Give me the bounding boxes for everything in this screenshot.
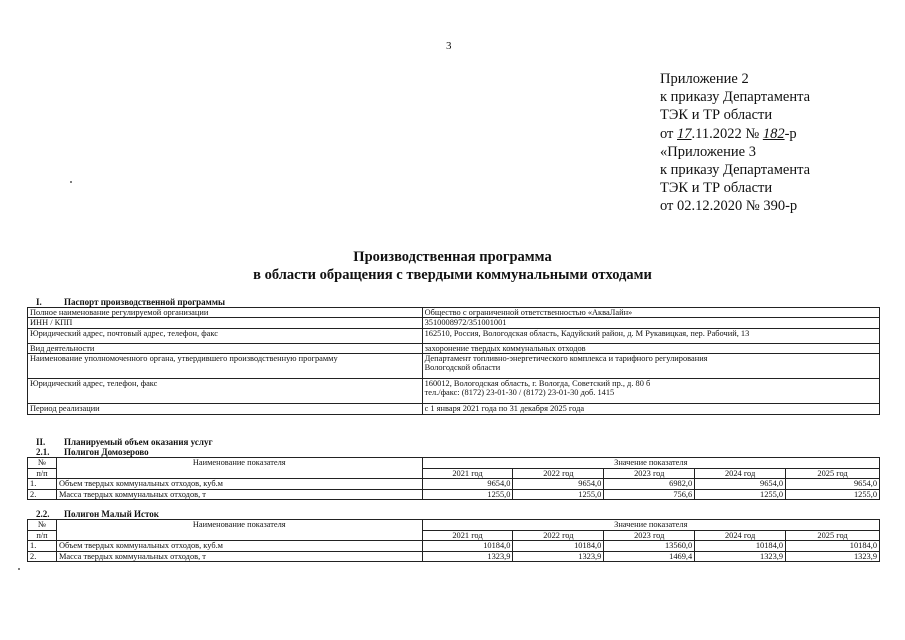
- row-number: 1.: [28, 479, 57, 490]
- passport-value: Общество с ограниченной ответственностью «АкваЛайн»: [422, 308, 879, 318]
- passport-value-line: тел./факс: (8172) 23-01-30 / (8172) 23-01-30 доб. 1415: [424, 388, 615, 398]
- table-row: [28, 489, 880, 500]
- polygon-1-heading: [36, 447, 149, 457]
- cell-value: 1255,0: [513, 489, 604, 500]
- table-row: [28, 404, 880, 414]
- year-header: 2022 год: [513, 468, 604, 479]
- appendix-date-prefix: от: [660, 125, 674, 142]
- cell-value: 9654,0: [513, 479, 604, 490]
- year-header: 2024 год: [695, 468, 786, 479]
- cell-value: 13560,0: [604, 541, 695, 552]
- polygon-2-heading: [36, 509, 159, 519]
- table-row: [28, 541, 880, 552]
- table-row: [28, 354, 880, 379]
- appendix-line: к приказу Департамента: [660, 89, 811, 106]
- row-number: 2.: [28, 551, 57, 562]
- cell-value: 9654,0: [786, 479, 880, 490]
- cell-value: 1255,0: [422, 489, 513, 500]
- cell-value: 6982,0: [604, 479, 695, 490]
- passport-value-multiline: [422, 354, 879, 379]
- col-name-header: Наименование показателя: [56, 520, 422, 541]
- volume-table-polygon-1: [27, 457, 880, 500]
- passport-label: Период реализации: [28, 404, 423, 414]
- cell-value: 1323,9: [422, 551, 513, 562]
- year-header: 2021 год: [422, 530, 513, 541]
- table-row: [28, 308, 880, 318]
- row-name: Объем твердых коммунальных отходов, куб.м: [56, 541, 422, 552]
- col-value-header: Значение показателя: [422, 520, 879, 531]
- year-header: 2021 год: [422, 468, 513, 479]
- cell-value: 756,6: [604, 489, 695, 500]
- section-2-heading: [36, 437, 213, 447]
- passport-value-multiline: [422, 379, 879, 404]
- cell-value: 1255,0: [695, 489, 786, 500]
- row-name: Масса твердых коммунальных отходов, т: [56, 489, 422, 500]
- document-title: [0, 248, 905, 284]
- passport-value: 162510, Россия, Вологодская область, Кадуйский район, д. М Рукавицкая, пер. Рабочий, 13: [422, 328, 879, 343]
- row-name: Масса твердых коммунальных отходов, т: [56, 551, 422, 562]
- appendix-date-line: [660, 125, 810, 143]
- cell-value: 10184,0: [786, 541, 880, 552]
- title-line-1: Производственная программа: [353, 249, 552, 265]
- title-line-2: в области обращения с твердыми коммунальными отходами: [253, 267, 652, 283]
- year-header: 2025 год: [786, 530, 880, 541]
- section-1-title: Паспорт производственной программы: [64, 297, 225, 307]
- table-row: [28, 318, 880, 328]
- scan-speck: [18, 568, 20, 570]
- passport-value: захоронение твердых коммунальных отходов: [422, 343, 879, 353]
- passport-value: 3510008972/351001001: [422, 318, 879, 328]
- passport-value: с 1 января 2021 года по 31 декабря 2025 года: [422, 404, 879, 414]
- appendix-date-suffix: -р: [784, 125, 797, 142]
- row-name: Объем твердых коммунальных отходов, куб.м: [56, 479, 422, 490]
- cell-value: 1323,9: [513, 551, 604, 562]
- appendix-line: «Приложение 3: [660, 143, 756, 160]
- appendix-date-mid: .11.2022 №: [691, 125, 760, 142]
- year-header: 2023 год: [604, 530, 695, 541]
- appendix-line: к приказу Департамента: [660, 162, 811, 179]
- passport-label: Юридический адрес, почтовый адрес, телефон, факс: [28, 328, 423, 343]
- polygon-2-number: 2.2.: [36, 509, 50, 519]
- cell-value: 1323,9: [786, 551, 880, 562]
- table-row: [28, 379, 880, 404]
- passport-value-line: 160012, Вологодская область, г. Вологда, Советский пр., д. 80 б: [424, 379, 651, 389]
- year-header: 2023 год: [604, 468, 695, 479]
- section-2-title: Планируемый объем оказания услуг: [64, 437, 213, 447]
- col-num-header: №: [28, 458, 57, 469]
- section-1-heading: [36, 297, 225, 307]
- passport-label: Вид деятельности: [28, 343, 423, 353]
- passport-label: Юридический адрес, телефон, факс: [28, 379, 423, 404]
- col-value-header: Значение показателя: [422, 458, 879, 469]
- appendix-line: от 02.12.2020 № 390-р: [660, 198, 798, 215]
- year-header: 2022 год: [513, 530, 604, 541]
- cell-value: 9654,0: [422, 479, 513, 490]
- polygon-1-number: 2.1.: [36, 447, 50, 457]
- col-num-header-2: п/п: [28, 468, 57, 479]
- cell-value: 1323,9: [695, 551, 786, 562]
- passport-label: Наименование уполномоченного органа, утвердившего производственную программу: [28, 354, 423, 379]
- row-number: 2.: [28, 489, 57, 500]
- passport-label: Полное наименование регулируемой организации: [28, 308, 423, 318]
- section-1-number: I.: [36, 297, 42, 307]
- table-header-row: [28, 458, 880, 469]
- passport-label: ИНН / КПП: [28, 318, 423, 328]
- table-row: [28, 551, 880, 562]
- appendix-block: [660, 70, 810, 216]
- col-num-header-2: п/п: [28, 530, 57, 541]
- passport-value-line: Департамент топливно-энергетического комплекса и тарифного регулирования: [424, 354, 708, 364]
- table-row: [28, 479, 880, 490]
- passport-table: [27, 307, 880, 415]
- cell-value: 9654,0: [695, 479, 786, 490]
- cell-value: 10184,0: [422, 541, 513, 552]
- year-header: 2024 год: [695, 530, 786, 541]
- cell-value: 1255,0: [786, 489, 880, 500]
- appendix-line: ТЭК и ТР области: [660, 107, 773, 124]
- passport-value-line: Вологодской области: [424, 363, 501, 373]
- volume-table-polygon-2: [27, 519, 880, 562]
- table-row: [28, 343, 880, 353]
- page-number: 3: [446, 40, 452, 52]
- year-header: 2025 год: [786, 468, 880, 479]
- section-2-number: II.: [36, 437, 46, 447]
- row-number: 1.: [28, 541, 57, 552]
- scan-speck: [70, 181, 72, 183]
- polygon-2-name: Полигон Малый Исток: [64, 509, 159, 519]
- appendix-line: Приложение 2: [660, 71, 749, 87]
- table-row: [28, 328, 880, 343]
- handwritten-day: 17: [677, 125, 692, 142]
- appendix-line: ТЭК и ТР области: [660, 180, 773, 197]
- cell-value: 10184,0: [695, 541, 786, 552]
- col-name-header: Наименование показателя: [56, 458, 422, 479]
- cell-value: 10184,0: [513, 541, 604, 552]
- handwritten-number: 182: [762, 125, 785, 142]
- cell-value: 1469,4: [604, 551, 695, 562]
- table-header-row: [28, 520, 880, 531]
- col-num-header: №: [28, 520, 57, 531]
- polygon-1-name: Полигон Домозерово: [64, 447, 149, 457]
